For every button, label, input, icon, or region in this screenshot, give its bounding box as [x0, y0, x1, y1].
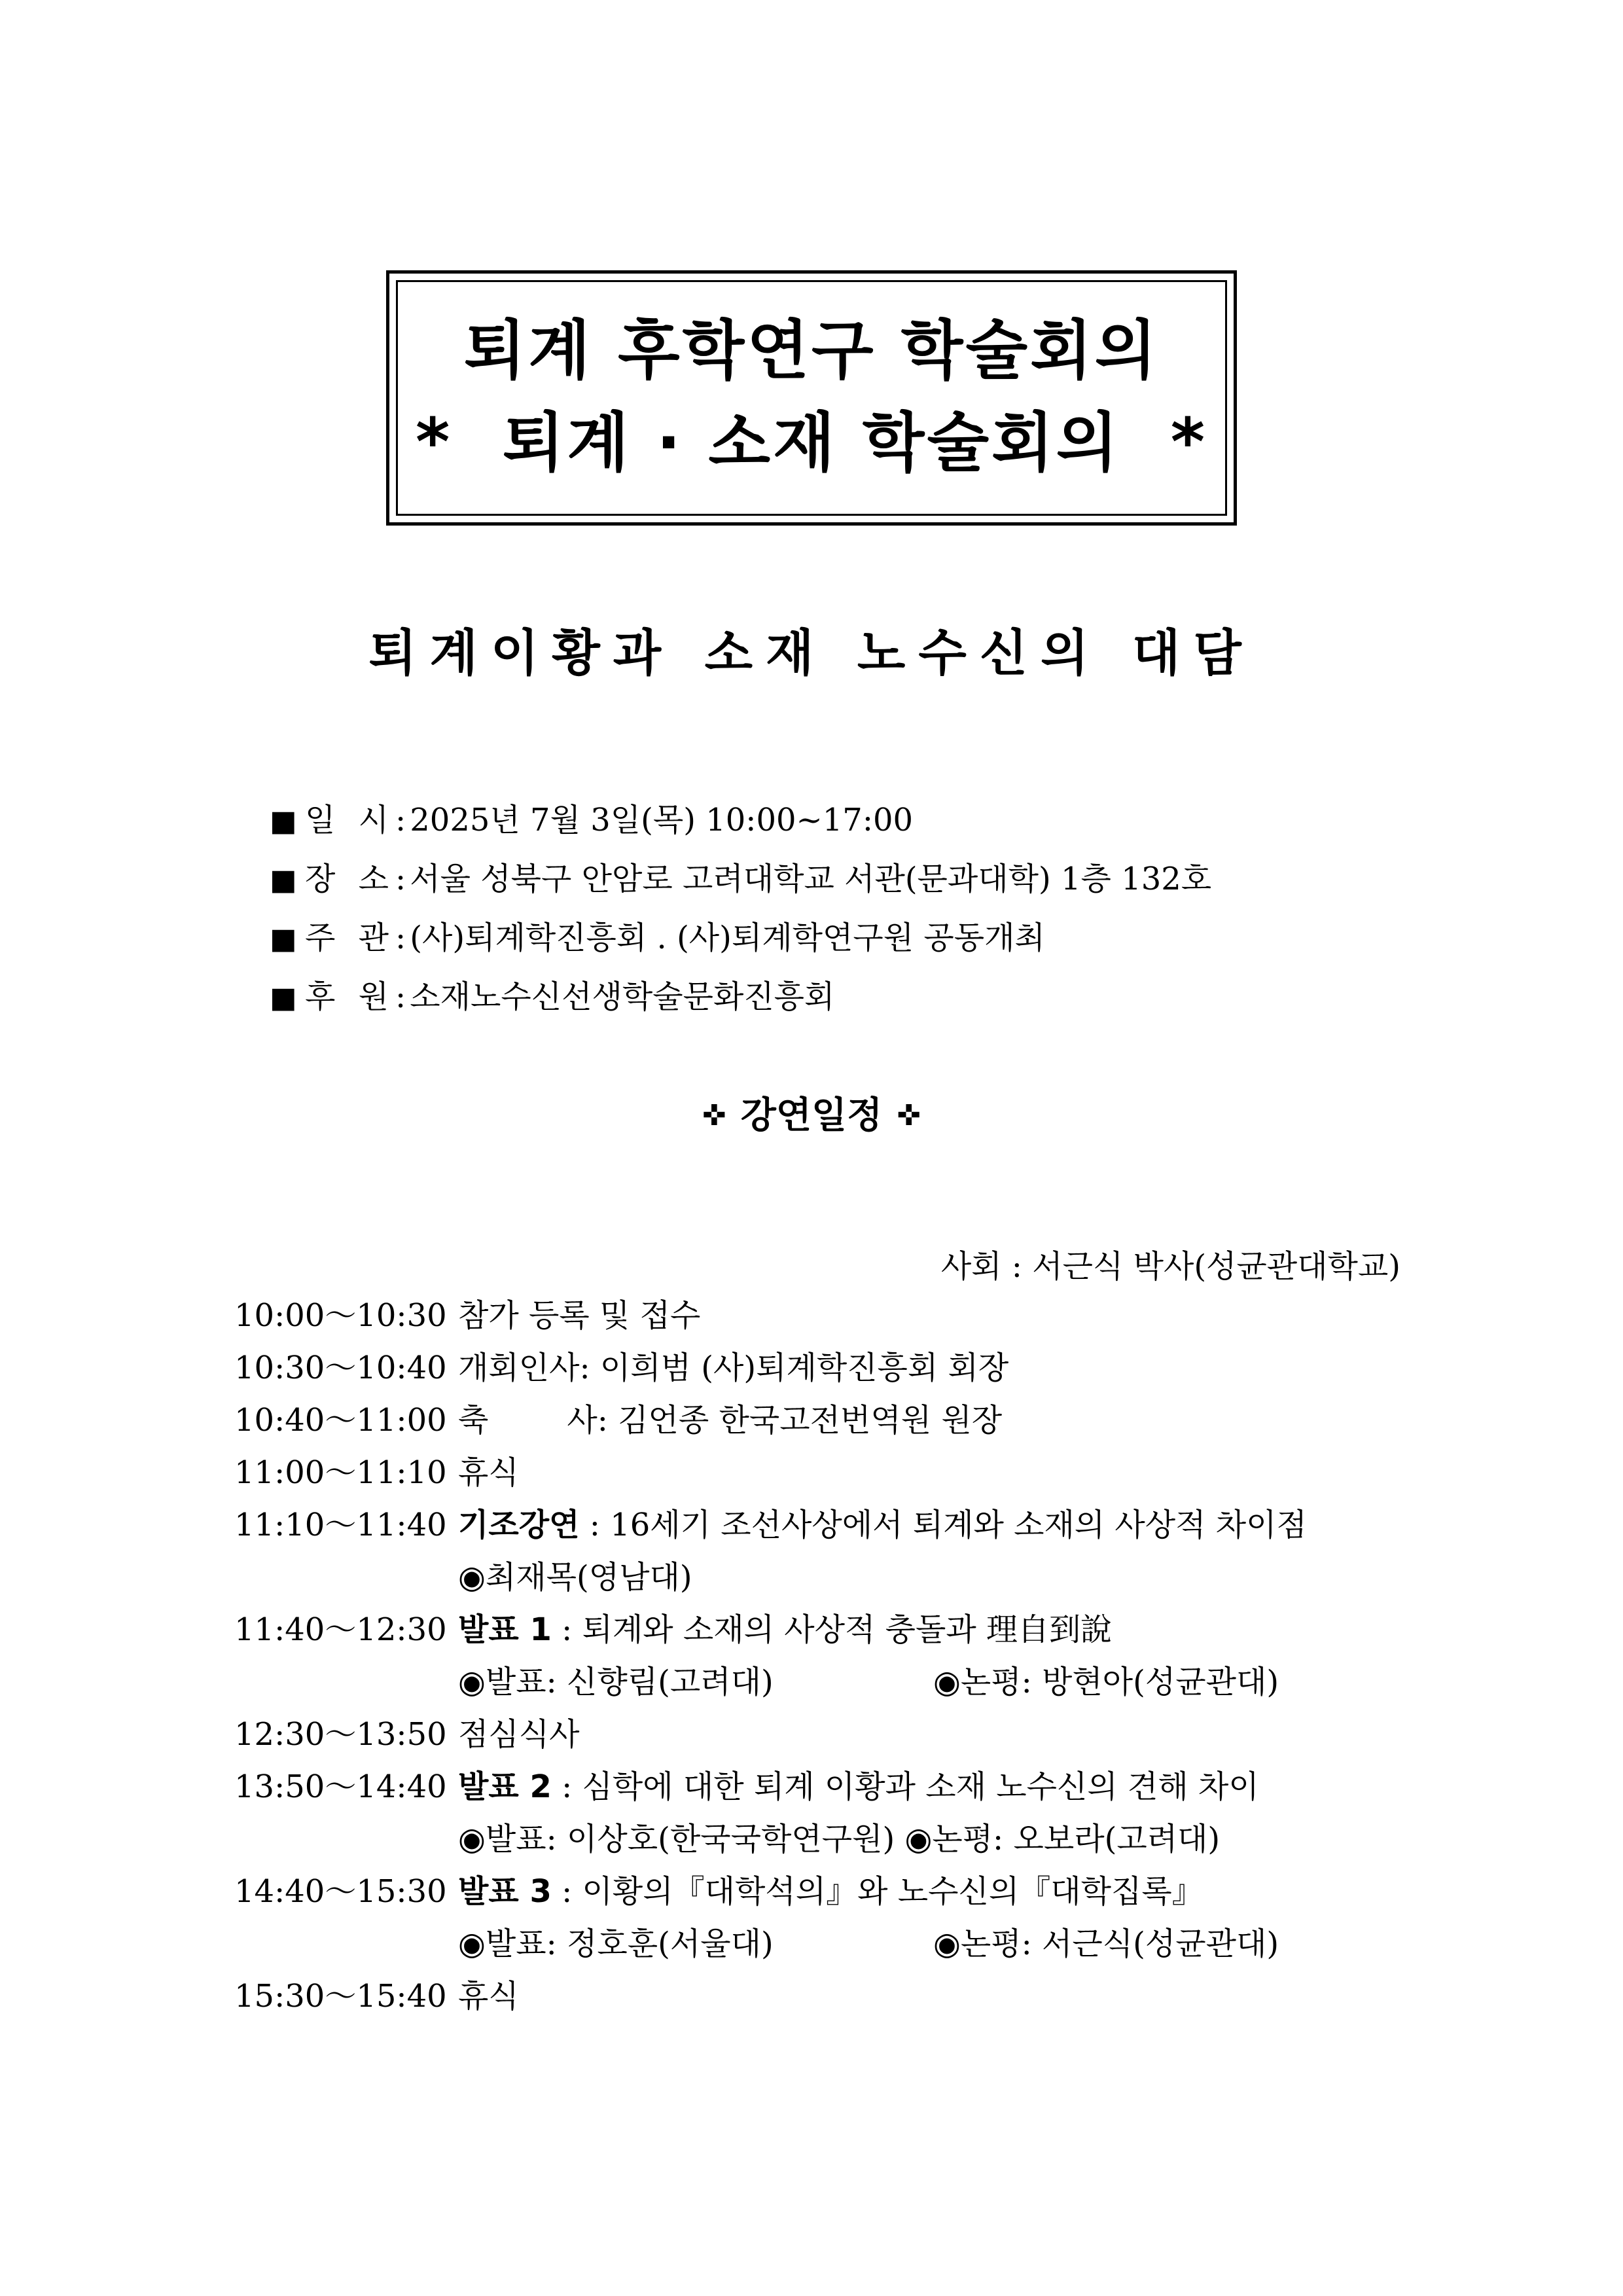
schedule-label-part-a: 축 [458, 1402, 489, 1439]
title-box [386, 270, 1237, 526]
schedule-time: 10:00～10:30 [234, 1297, 447, 1334]
star-left: * [415, 404, 453, 480]
schedule-time: 10:30～10:40 [234, 1350, 447, 1386]
discussant-text: ◉논평: 방현아(성균관대) [933, 1664, 1279, 1700]
schedule-text: 휴식 [458, 1978, 519, 2015]
speaker-text: ◉최재목(영남대) [458, 1559, 692, 1596]
schedule-content [458, 1604, 1112, 1656]
info-value: (사)퇴계학진흥회 . (사)퇴계학연구원 공동개최 [410, 920, 1045, 956]
ornament-left-icon: ✜ [702, 1099, 726, 1132]
schedule-time: 11:10～11:40 [234, 1507, 447, 1543]
schedule-time: 11:40～12:30 [234, 1611, 447, 1648]
presenter-discussant-text: ◉발표: 이상호(한국국학연구원) ◉논평: 오보라(고려대) [458, 1821, 1221, 1857]
schedule-label-part-b: 사: [567, 1402, 608, 1439]
schedule-text: 휴식 [458, 1454, 519, 1491]
schedule-text: 점심식사 [458, 1716, 580, 1753]
schedule-time: 15:30～15:40 [234, 1978, 447, 2015]
event-info-list [270, 791, 1211, 1026]
presenter-text: ◉발표: 신향림(고려대) [458, 1664, 774, 1700]
square-bullet-icon: ■ [270, 863, 297, 897]
schedule-time: 11:00～11:10 [234, 1454, 447, 1491]
schedule-time: 13:50～14:40 [234, 1768, 447, 1805]
info-value: 2025년 7월 3일(목) 10:00~17:00 [410, 802, 914, 838]
session-label: 발표 2 [458, 1768, 552, 1805]
info-label: 일 시: [305, 802, 413, 838]
info-label: 후 원: [305, 978, 413, 1015]
session-label: 기조강연 [458, 1507, 580, 1543]
ornament-right-icon: ✜ [897, 1099, 921, 1132]
title-box-inner-border [396, 280, 1227, 516]
info-value: 서울 성북구 안암로 고려대학교 서관(문과대학) 1층 132호 [410, 861, 1212, 897]
schedule-content [458, 1761, 1259, 1813]
info-label: 장 소: [305, 861, 413, 897]
info-value: 소재노수신선생학술문화진흥회 [410, 978, 835, 1015]
discussant-text: ◉논평: 서근식(성균관대) [933, 1926, 1279, 1962]
schedule-content [458, 1394, 1002, 1446]
square-bullet-icon: ■ [270, 922, 297, 956]
info-label: 주 관: [305, 920, 413, 956]
session-label: 발표 1 [458, 1611, 552, 1648]
star-right: * [1170, 404, 1208, 480]
schedule-text: 참가 등록 및 접수 [458, 1297, 701, 1334]
square-bullet-icon: ■ [270, 981, 297, 1014]
info-row-sponsor [270, 967, 1211, 1026]
moderator-line: 사회 : 서근식 박사(성균관대학교) [940, 1248, 1400, 1285]
schedule-time: 10:40～11:00 [234, 1402, 447, 1439]
info-row-date [270, 791, 1211, 850]
title-line-2-text: 퇴계 · 소재 학술회의 [502, 406, 1121, 480]
title-line-1: 퇴계 후학연구 학술회의 [463, 314, 1160, 388]
presenter-text: ◉발표: 정호훈(서울대) [458, 1926, 774, 1962]
schedule-text: : 이황의『대학석의』와 노수신의『대학집록』 [551, 1873, 1204, 1910]
schedule-heading [0, 1086, 1623, 1145]
schedule-content [458, 1865, 1204, 1918]
schedule-text: : 심학에 대한 퇴계 이황과 소재 노수신의 견해 차이 [551, 1768, 1259, 1805]
info-row-organizer [270, 908, 1211, 967]
schedule-text: 김언종 한국고전번역원 원장 [618, 1402, 1003, 1439]
square-bullet-icon: ■ [270, 804, 297, 838]
schedule-time: 14:40～15:30 [234, 1873, 447, 1910]
schedule-time: 12:30～13:50 [234, 1716, 447, 1753]
schedule-content [458, 1499, 1307, 1551]
schedule-text: 개회인사: 이희범 (사)퇴계학진흥회 회장 [458, 1350, 1009, 1386]
session-label: 발표 3 [458, 1873, 552, 1910]
subtitle: 퇴계이황과 소재 노수신의 대담 [368, 624, 1255, 682]
info-row-venue [270, 850, 1211, 908]
title-line-2 [398, 403, 1225, 482]
schedule-text: : 퇴계와 소재의 사상적 충돌과 理自到說 [551, 1611, 1112, 1648]
schedule-text: : 16세기 조선사상에서 퇴계와 소재의 사상적 차이점 [579, 1507, 1307, 1543]
schedule-heading-text: 강연일정 [740, 1094, 883, 1137]
